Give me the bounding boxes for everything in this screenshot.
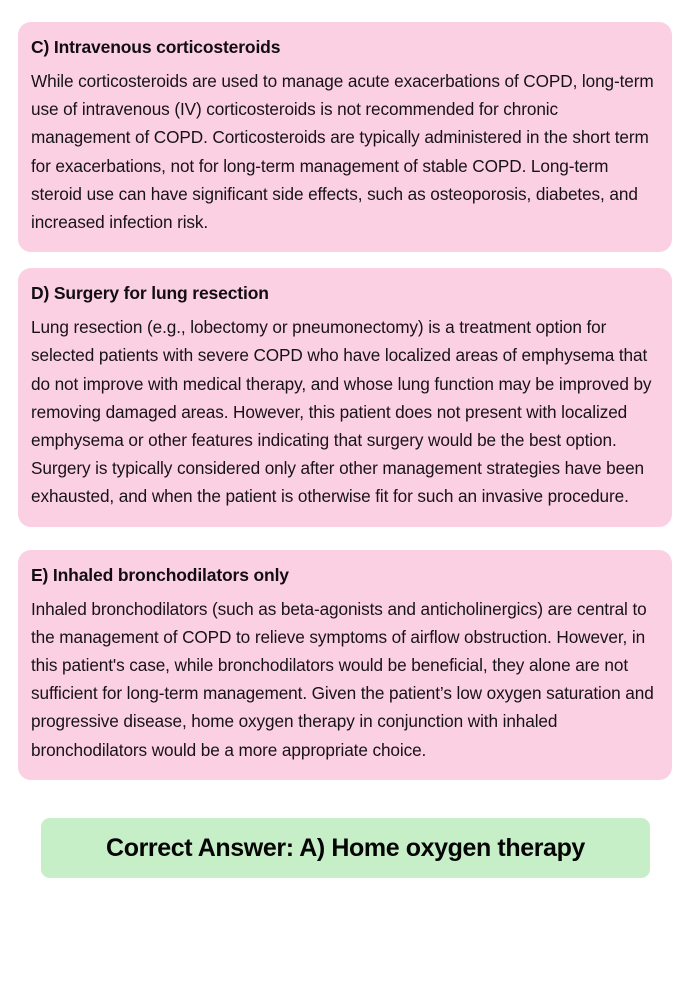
correct-answer-banner — [41, 818, 650, 878]
option-d-body: Lung resection (e.g., lobectomy or pneumonectomy) is a treatment option for selected patients with severe COPD who have localized areas of emphysema that do not improve with medical therapy, and whose lung function may be improved by removing damaged areas. However, this patient does not present with localized emphysema or other features indicating that surgery would be the best option. Surgery is typically considered only after other management strategies have been exhausted, and when the patient is otherwise fit for such an invasive procedure. — [31, 317, 652, 507]
option-e-body: Inhaled bronchodilators (such as beta-agonists and anticholinergics) are central to the management of COPD to relieve symptoms of airflow obstruction. However, in this patient's case, while bronchodilators would be beneficial, they alone are not sufficient for long-term management. Given the patient’s low oxygen saturation and progressive disease, home oxygen therapy in conjunction with inhaled bronchodilators would be a more appropriate choice. — [31, 598, 654, 760]
option-card-e — [18, 550, 672, 780]
correct-answer-label: Correct Answer: A) Home oxygen therapy — [106, 833, 585, 862]
answer-section — [18, 780, 672, 878]
option-e-heading: E) Inhaled bronchodilators only — [31, 564, 289, 585]
option-c-heading: C) Intravenous corticosteroids — [31, 37, 281, 57]
option-d-heading: D) Surgery for lung resection — [31, 283, 269, 304]
option-c-body: While corticosteroids are used to manage acute exacerbations of COPD, long-term use of intravenous (IV) corticosteroids is not recommended for chronic management of COPD. Corticosteroids are typically administered in the short term for exacerbations, not for long-term management of stable COPD. Long-term steroid use can have significant side effects, such as osteoporosis, diabetes, and increased infection risk. — [31, 71, 654, 233]
option-card-d — [18, 268, 672, 526]
option-card-c — [18, 22, 672, 252]
